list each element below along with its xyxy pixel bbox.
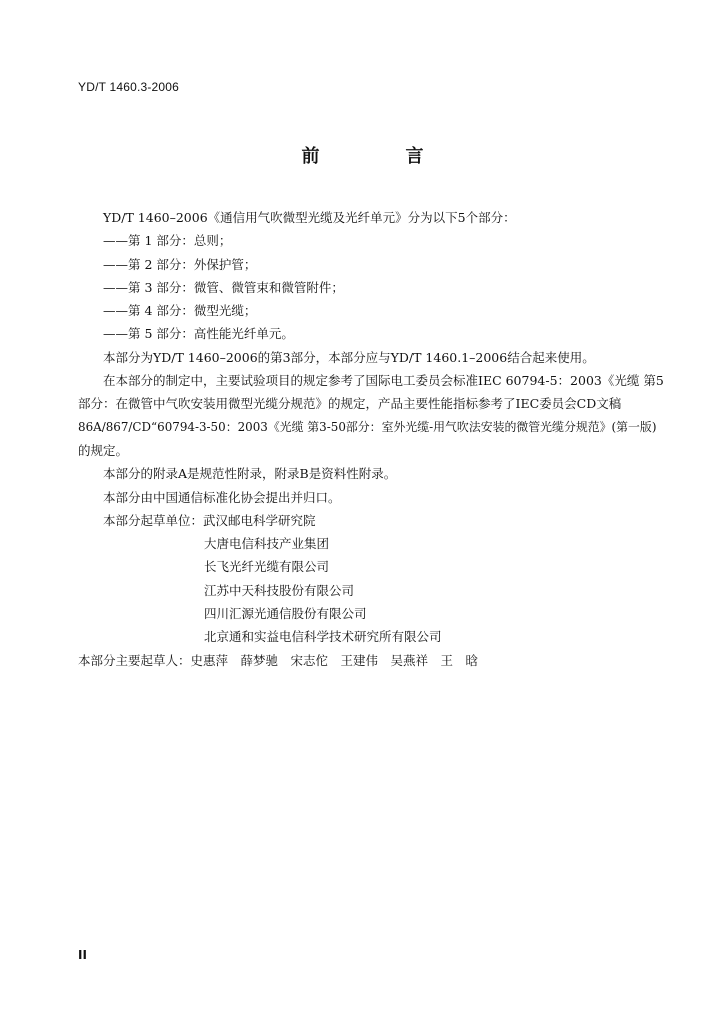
drafting-unit: 北京通和实益电信科学技术研究所有限公司 [204, 629, 442, 645]
drafting-unit: 大唐电信科技产业集团 [204, 536, 330, 552]
reference-line-1: 在本部分的制定中，主要试验项目的规定参考了国际电工委员会标准IEC 60794-5：2003《光缆 第5 [103, 373, 664, 389]
reference-line-2: 部分：在微管中气吹安装用微型光缆分规范》的规定，产品主要性能指标参考了IEC委员会CD文稿 [78, 396, 622, 412]
part-item-5: ——第 5 部分：高性能光纤单元。 [103, 326, 294, 342]
page-number: II [78, 948, 87, 962]
drafting-unit: 四川汇源光通信股份有限公司 [204, 606, 367, 622]
document-code: YD/T 1460.3-2006 [78, 80, 180, 94]
appendix-paragraph: 本部分的附录A是规范性附录，附录B是资料性附录。 [103, 466, 397, 482]
intro-paragraph: YD/T 1460–2006《通信用气吹微型光缆及光纤单元》分为以下5个部分： [103, 210, 516, 225]
foreword-body [78, 206, 700, 672]
proposer-paragraph: 本部分由中国通信标准化协会提出并归口。 [103, 489, 341, 505]
part-item-2: ——第 2 部分：外保护管； [103, 256, 257, 272]
part-item-1: ——第 1 部分：总则； [103, 233, 232, 249]
reference-line-3: 86A/867/CD“60794-3-50：2003《光缆 第3-50部分：室外光缆-用气吹法安装的微管光缆分规范》(第一版) [78, 419, 657, 434]
drafting-unit: 武汉邮电科学研究院 [203, 512, 316, 528]
reference-line-4: 的规定。 [78, 442, 129, 458]
drafting-unit: 长飞光纤光缆有限公司 [204, 559, 330, 575]
relation-paragraph: 本部分为YD/T 1460–2006的第3部分，本部分应与YD/T 1460.1–2006结合起来使用。 [103, 349, 595, 365]
drafters-paragraph: 本部分主要起草人：史惠萍 薛梦驰 宋志佗 王建伟 吴燕祥 王 晗 [78, 652, 479, 668]
part-item-3: ——第 3 部分：微管、微管束和微管附件； [103, 279, 344, 295]
drafting-unit: 江苏中天科技股份有限公司 [204, 582, 355, 598]
page-title: 前 言 [301, 146, 458, 167]
drafting-unit-line-1 [78, 509, 700, 532]
part-item-4: ——第 4 部分：微型光缆； [103, 303, 257, 319]
drafting-units-label: 本部分起草单位： [103, 512, 204, 528]
